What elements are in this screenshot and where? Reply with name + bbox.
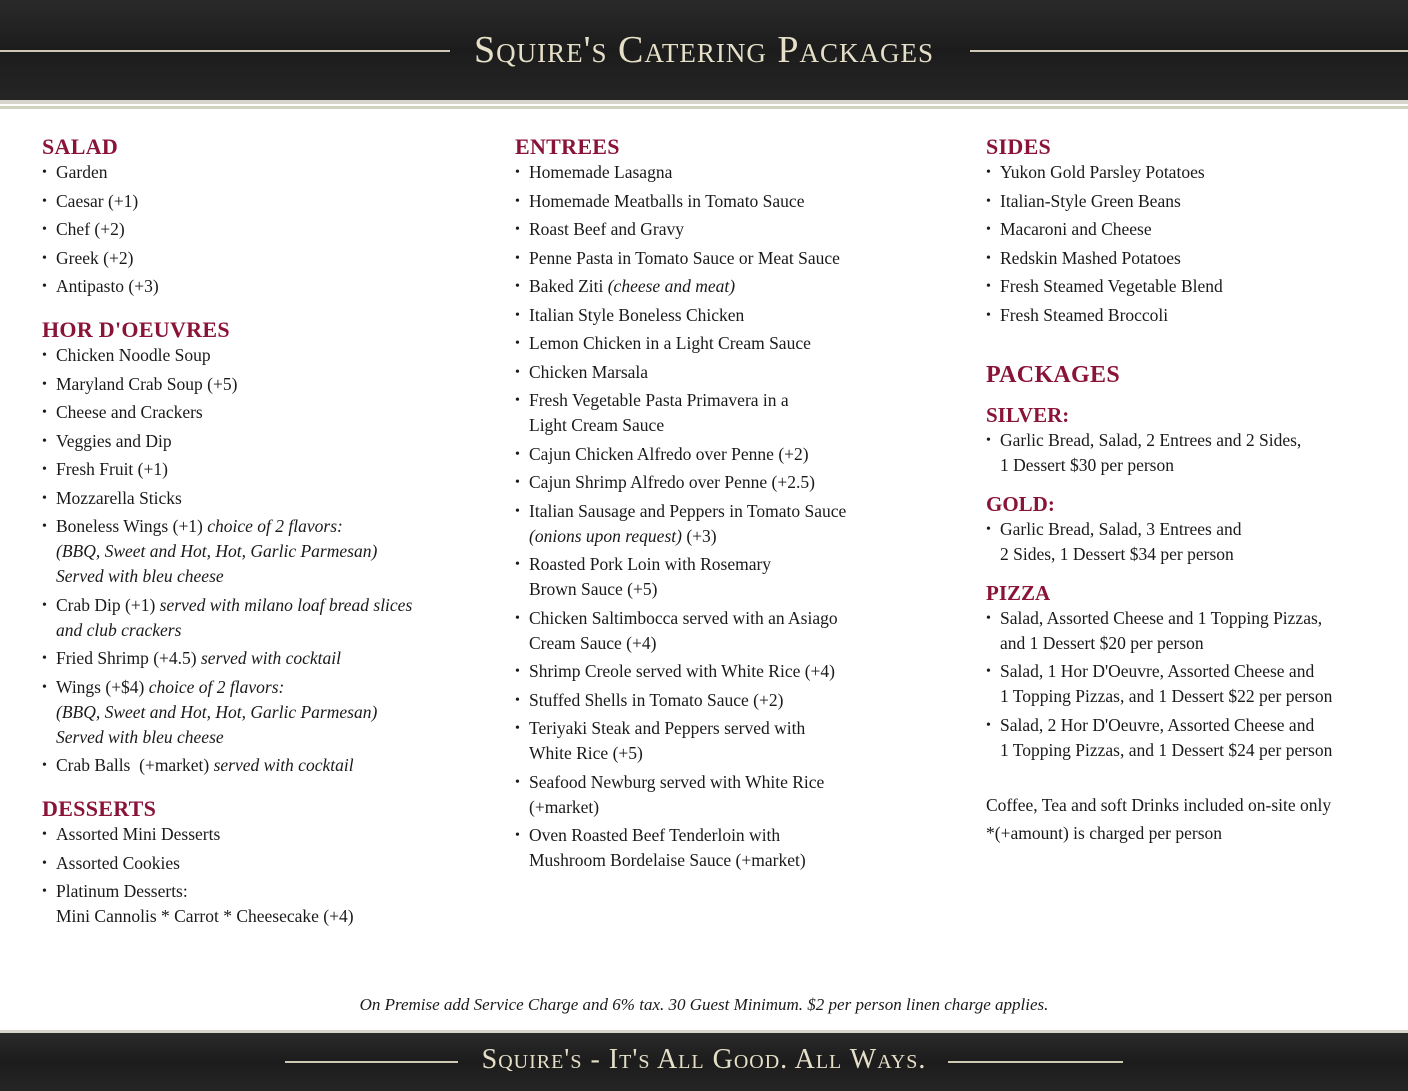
silver-list	[986, 428, 1386, 478]
hors-list	[42, 343, 462, 778]
list-item: • Garlic Bread, Salad, 2 Entrees and 2 Sides, 1 Dessert $30 per person	[986, 428, 1386, 478]
hors-section	[42, 317, 462, 778]
footer-note: On Premise add Service Charge and 6% tax. 30 Guest Minimum. $2 per person linen charge applies.	[359, 995, 1049, 1014]
column-left	[42, 134, 462, 947]
list-item: • Stuffed Shells in Tomato Sauce (+2)	[515, 688, 955, 713]
drinks-note: Coffee, Tea and soft Drinks included on-site only	[986, 794, 1332, 815]
list-item: • Assorted Cookies	[42, 851, 462, 876]
gold-package	[986, 492, 1386, 567]
list-item: • Roast Beef and Gravy	[515, 217, 955, 242]
salad-list	[42, 160, 462, 299]
list-item: • Garlic Bread, Salad, 3 Entrees and 2 Sides, 1 Dessert $34 per person	[986, 517, 1386, 567]
list-item: • Fried Shrimp (+4.5) served with cocktail	[42, 646, 462, 671]
list-item: • Chicken Noodle Soup	[42, 343, 462, 368]
packages-heading: PACKAGES	[986, 361, 1120, 388]
list-item: • Chicken Saltimbocca served with an Asiago Cream Sauce (+4)	[515, 606, 955, 656]
list-item: • Redskin Mashed Potatoes	[986, 246, 1386, 271]
list-item: • Shrimp Creole served with White Rice (+4)	[515, 659, 955, 684]
list-item: • Veggies and Dip	[42, 429, 462, 454]
list-item: • Fresh Steamed Vegetable Blend	[986, 274, 1386, 299]
entrees-list	[515, 160, 955, 873]
gold-heading: GOLD:	[986, 491, 1055, 516]
list-item: • Fresh Steamed Broccoli	[986, 303, 1386, 328]
list-item: • Garden	[42, 160, 462, 185]
list-item: • Macaroni and Cheese	[986, 217, 1386, 242]
list-item: • Wings (+$4) choice of 2 flavors: (BBQ, Sweet and Hot, Hot, Garlic Parmesan) Served with bleu cheese	[42, 675, 462, 750]
hors-heading: HOR D'OEUVRES	[42, 317, 230, 342]
desserts-section	[42, 796, 462, 929]
list-item: • Baked Ziti (cheese and meat)	[515, 274, 955, 299]
sides-heading: SIDES	[986, 134, 1052, 159]
list-item: • Greek (+2)	[42, 246, 462, 271]
list-item: • Fresh Vegetable Pasta Primavera in a Light Cream Sauce	[515, 388, 955, 438]
list-item: • Cajun Shrimp Alfredo over Penne (+2.5)	[515, 470, 955, 495]
column-right	[986, 134, 1386, 847]
desserts-heading: DESSERTS	[42, 796, 157, 821]
list-item: • Salad, 1 Hor D'Oeuvre, Assorted Cheese and 1 Topping Pizzas, and 1 Dessert $22 per person	[986, 659, 1386, 709]
list-item: • Mozzarella Sticks	[42, 486, 462, 511]
list-item: • Crab Dip (+1) served with milano loaf bread slices and club crackers	[42, 593, 462, 643]
list-item: • Maryland Crab Soup (+5)	[42, 372, 462, 397]
silver-package	[986, 403, 1386, 478]
list-item: • Cheese and Crackers	[42, 400, 462, 425]
page-title: Squire's Catering Packages	[474, 29, 934, 71]
list-item: • Caesar (+1)	[42, 189, 462, 214]
list-item: • Lemon Chicken in a Light Cream Sauce	[515, 331, 955, 356]
list-item: • Salad, Assorted Cheese and 1 Topping Pizzas, and 1 Dessert $20 per person	[986, 606, 1386, 656]
list-item: • Cajun Chicken Alfredo over Penne (+2)	[515, 442, 955, 467]
list-item: • Italian Style Boneless Chicken	[515, 303, 955, 328]
charge-note: *(+amount) is charged per person	[986, 822, 1223, 843]
desserts-list	[42, 822, 462, 929]
footer-tagline: Squire's - It's All Good. All Ways.	[481, 1044, 927, 1075]
column-middle	[515, 134, 955, 877]
sides-list	[986, 160, 1386, 328]
list-item: • Antipasto (+3)	[42, 274, 462, 299]
list-item: • Roasted Pork Loin with Rosemary Brown Sauce (+5)	[515, 552, 955, 602]
list-item: • Homemade Meatballs in Tomato Sauce	[515, 189, 955, 214]
list-item: • Seafood Newburg served with White Rice (+market)	[515, 770, 955, 820]
entrees-heading: ENTREES	[515, 134, 620, 159]
list-item: • Platinum Desserts: Mini Cannolis * Carrot * Cheesecake (+4)	[42, 879, 462, 929]
gold-list	[986, 517, 1386, 567]
list-item: • Italian Sausage and Peppers in Tomato Sauce (onions upon request) (+3)	[515, 499, 955, 549]
list-item: • Yukon Gold Parsley Potatoes	[986, 160, 1386, 185]
pizza-heading: PIZZA	[986, 580, 1051, 605]
silver-heading: SILVER:	[986, 402, 1070, 427]
list-item: • Italian-Style Green Beans	[986, 189, 1386, 214]
list-item: • Fresh Fruit (+1)	[42, 457, 462, 482]
list-item: • Penne Pasta in Tomato Sauce or Meat Sauce	[515, 246, 955, 271]
footer-bar	[0, 1030, 1408, 1091]
list-item: • Chicken Marsala	[515, 360, 955, 385]
salad-heading: SALAD	[42, 134, 119, 159]
list-item: • Homemade Lasagna	[515, 160, 955, 185]
list-item: • Boneless Wings (+1) choice of 2 flavors: (BBQ, Sweet and Hot, Hot, Garlic Parmesan) Served with bleu cheese	[42, 514, 462, 589]
list-item: • Crab Balls (+market) served with cocktail	[42, 753, 462, 778]
sides-section	[986, 134, 1386, 328]
list-item: • Oven Roasted Beef Tenderloin with Mushroom Bordelaise Sauce (+market)	[515, 823, 955, 873]
list-item: • Teriyaki Steak and Peppers served with White Rice (+5)	[515, 716, 955, 766]
header-bar	[0, 0, 1408, 104]
list-item: • Salad, 2 Hor D'Oeuvre, Assorted Cheese and 1 Topping Pizzas, and 1 Dessert $24 per person	[986, 713, 1386, 763]
salad-section	[42, 134, 462, 299]
list-item: • Assorted Mini Desserts	[42, 822, 462, 847]
pizza-package	[986, 581, 1386, 763]
pizza-list	[986, 606, 1386, 763]
list-item: • Chef (+2)	[42, 217, 462, 242]
